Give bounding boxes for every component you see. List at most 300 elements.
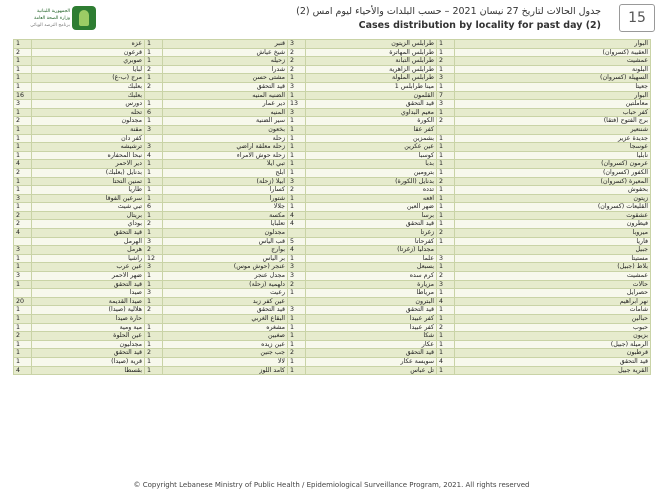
- locality-cell: شدرا: [163, 65, 288, 74]
- locality-cell: العقيبة (كسروان): [455, 48, 651, 57]
- table-row: [14, 332, 651, 341]
- case-count-cell: 1: [145, 357, 163, 366]
- locality-cell: ضهر الاحمر: [32, 272, 145, 281]
- case-count-cell: 1: [288, 125, 306, 134]
- locality-cell: كسارا: [163, 186, 288, 195]
- copyright-footer: © Copyright Lebanese Ministry of Public Health / Epidemiological Surveillance Program, 2021. All rights reserved: [133, 481, 530, 489]
- locality-cell: زحيله: [163, 57, 288, 66]
- locality-cell: بوداي: [32, 220, 145, 229]
- case-count-cell: 1: [288, 91, 306, 100]
- locality-cell: زحلة حوش الامراء: [163, 151, 288, 160]
- locality-cell: نابليا: [455, 151, 651, 160]
- case-count-cell: 7: [437, 91, 455, 100]
- table-row: [14, 100, 651, 109]
- case-count-cell: 1: [14, 125, 32, 134]
- case-count-cell: 2: [14, 220, 32, 229]
- case-count-cell: 1: [437, 263, 455, 272]
- case-count-cell: 1: [288, 332, 306, 341]
- table-row: [14, 74, 651, 83]
- case-count-cell: 13: [288, 100, 306, 109]
- table-row: [14, 160, 651, 169]
- locality-cell: بترومين: [306, 168, 437, 177]
- locality-cell: عنجر (حوش موس): [163, 263, 288, 272]
- locality-cell: حبوب: [455, 323, 651, 332]
- table-row: [14, 134, 651, 143]
- case-count-cell: 1: [14, 177, 32, 186]
- table-row: [14, 220, 651, 229]
- case-count-cell: 3: [14, 194, 32, 203]
- locality-cell: بزيون: [455, 332, 651, 341]
- cases-table-container: [13, 39, 650, 466]
- case-count-cell: [437, 125, 455, 134]
- locality-cell: كفر عقا: [306, 125, 437, 134]
- case-count-cell: 1: [14, 280, 32, 289]
- case-count-cell: 1: [145, 332, 163, 341]
- case-count-cell: 5: [288, 237, 306, 246]
- case-count-cell: 1: [437, 349, 455, 358]
- case-count-cell: 1: [288, 134, 306, 143]
- case-count-cell: 1: [14, 263, 32, 272]
- case-count-cell: [145, 134, 163, 143]
- locality-cell: هلالية (صيدا): [32, 306, 145, 315]
- locality-cell: حالات: [455, 280, 651, 289]
- locality-cell: أبلح: [163, 168, 288, 177]
- locality-cell: مزيارة: [306, 280, 437, 289]
- case-count-cell: 1: [288, 315, 306, 324]
- locality-cell: تل عباس: [306, 366, 437, 375]
- case-count-cell: 1: [437, 332, 455, 341]
- locality-cell: جب جنين: [163, 349, 288, 358]
- locality-cell: البترون: [306, 297, 437, 306]
- case-count-cell: 1: [437, 315, 455, 324]
- locality-cell: نبحا المحفاره: [32, 151, 145, 160]
- locality-cell: ترشيشه: [32, 143, 145, 152]
- locality-cell: مجدل عنجر: [163, 272, 288, 281]
- case-count-cell: 1: [288, 194, 306, 203]
- locality-cell: حصرايل: [455, 289, 651, 298]
- locality-cell: عمشيت: [455, 272, 651, 281]
- locality-cell: المنيه: [163, 108, 288, 117]
- case-count-cell: 1: [437, 143, 455, 152]
- case-count-cell: 2: [288, 65, 306, 74]
- case-count-cell: 2: [14, 48, 32, 57]
- locality-cell: قيد التحقق: [32, 229, 145, 238]
- locality-cell: أفعه: [306, 194, 437, 203]
- locality-cell: شتورا: [163, 194, 288, 203]
- case-count-cell: 6: [145, 108, 163, 117]
- table-row: [14, 57, 651, 66]
- case-count-cell: 1: [14, 315, 32, 324]
- case-count-cell: 1: [437, 108, 455, 117]
- locality-cell: فاريا: [455, 237, 651, 246]
- case-count-cell: 1: [14, 74, 32, 83]
- locality-cell: سويسة عكار: [306, 357, 437, 366]
- case-count-cell: [145, 315, 163, 324]
- table-row: [14, 315, 651, 324]
- locality-cell: سير الضنية: [163, 117, 288, 126]
- locality-cell: جبيل: [455, 246, 651, 255]
- case-count-cell: 1: [14, 143, 32, 152]
- case-count-cell: [288, 229, 306, 238]
- table-row: [14, 323, 651, 332]
- locality-cell: تبي شيث: [32, 203, 145, 212]
- case-count-cell: 4: [145, 151, 163, 160]
- case-count-cell: 3: [288, 40, 306, 49]
- locality-cell: كامد اللوز: [163, 366, 288, 375]
- case-count-cell: 1: [288, 289, 306, 298]
- table-row: [14, 143, 651, 152]
- locality-cell: قنبر: [163, 40, 288, 49]
- locality-cell: كفر حباب: [455, 108, 651, 117]
- locality-cell: قب الياس: [163, 237, 288, 246]
- case-count-cell: 3: [288, 82, 306, 91]
- locality-cell: مية ومية: [32, 323, 145, 332]
- locality-cell: ضهر العين: [306, 203, 437, 212]
- locality-cell: مستيتا: [455, 254, 651, 263]
- case-count-cell: 2: [437, 323, 455, 332]
- case-count-cell: [437, 246, 455, 255]
- case-count-cell: 6: [145, 203, 163, 212]
- case-count-cell: 2: [145, 306, 163, 315]
- locality-cell: قيد التحقق: [306, 349, 437, 358]
- locality-cell: حبالين: [455, 315, 651, 324]
- case-count-cell: 2: [437, 177, 455, 186]
- table-row: [14, 65, 651, 74]
- table-row: [14, 203, 651, 212]
- case-count-cell: 3: [145, 125, 163, 134]
- table-row: [14, 246, 651, 255]
- case-count-cell: 1: [437, 186, 455, 195]
- case-count-cell: 2: [145, 349, 163, 358]
- locality-cell: قيد التحقق: [455, 357, 651, 366]
- locality-cell: حارة صيدا: [32, 315, 145, 324]
- locality-cell: شامات: [455, 306, 651, 315]
- case-count-cell: 1: [288, 340, 306, 349]
- locality-cell: تحله: [32, 108, 145, 117]
- case-count-cell: 1: [145, 74, 163, 83]
- locality-cell: دلهمية (زحلة): [163, 280, 288, 289]
- case-count-cell: 3: [288, 306, 306, 315]
- table-row: [14, 306, 651, 315]
- locality-cell: عين الحلوة: [32, 332, 145, 341]
- locality-cell: عشقوت: [455, 211, 651, 220]
- case-count-cell: 1: [14, 151, 32, 160]
- case-count-cell: 1: [145, 177, 163, 186]
- locality-cell: طرابلس التبانة: [306, 57, 437, 66]
- case-count-cell: 1: [288, 117, 306, 126]
- case-count-cell: 12: [145, 254, 163, 263]
- locality-cell: كرم سده: [306, 272, 437, 281]
- case-count-cell: 2: [14, 168, 32, 177]
- locality-cell: الرميلة (جبيل): [455, 340, 651, 349]
- case-count-cell: 2: [288, 349, 306, 358]
- table-row: [14, 40, 651, 49]
- locality-cell: برسا: [306, 211, 437, 220]
- case-count-cell: 3: [14, 246, 32, 255]
- locality-cell: زغرتا: [306, 229, 437, 238]
- locality-cell: قرعون: [32, 48, 145, 57]
- locality-cell: زيتون: [455, 194, 651, 203]
- case-count-cell: 1: [14, 134, 32, 143]
- locality-cell: صيدا القديمة: [32, 297, 145, 306]
- locality-cell: تمنين التحتا: [32, 177, 145, 186]
- locality-cell: بعلبك: [32, 82, 145, 91]
- locality-cell: جلالا: [163, 203, 288, 212]
- case-count-cell: 1: [288, 168, 306, 177]
- case-count-cell: 4: [437, 357, 455, 366]
- case-count-cell: 2: [437, 229, 455, 238]
- case-count-cell: 1: [145, 57, 163, 66]
- locality-cell: الكفور (كسروان): [455, 168, 651, 177]
- locality-cell: قيد التحقق: [32, 349, 145, 358]
- table-row: [14, 289, 651, 298]
- case-count-cell: 1: [14, 57, 32, 66]
- case-count-cell: 4: [288, 246, 306, 255]
- locality-cell: كفر عبيدا: [306, 323, 437, 332]
- locality-cell: تبي ايلا: [163, 160, 288, 169]
- case-count-cell: 4: [14, 366, 32, 375]
- locality-cell: ابيلا (زحلة): [163, 177, 288, 186]
- locality-cell: عين عكرين: [306, 143, 437, 152]
- locality-cell: القلمون: [306, 91, 437, 100]
- locality-cell: جديدة عزير: [455, 134, 651, 143]
- case-count-cell: 3: [288, 272, 306, 281]
- locality-cell: عوسجا: [455, 143, 651, 152]
- locality-cell: دورس: [32, 100, 145, 109]
- locality-cell: الهرمل: [32, 237, 145, 246]
- case-count-cell: 1: [14, 186, 32, 195]
- table-row: [14, 186, 651, 195]
- locality-cell: بشمزين: [306, 134, 437, 143]
- locality-cell: عمشيت: [455, 57, 651, 66]
- locality-cell: قيد التحقق: [306, 220, 437, 229]
- case-count-cell: [14, 237, 32, 246]
- locality-cell: عرمون (كسروان): [455, 160, 651, 169]
- case-count-cell: 1: [437, 168, 455, 177]
- locality-cell: شننعير: [455, 125, 651, 134]
- case-count-cell: 2: [437, 117, 455, 126]
- locality-cell: معاملتين: [455, 100, 651, 109]
- case-count-cell: 1: [145, 366, 163, 375]
- case-count-cell: 2: [14, 117, 32, 126]
- locality-cell: رعيت: [163, 289, 288, 298]
- locality-cell: طرابلس الزيتون: [306, 40, 437, 49]
- locality-cell: دير الاحمر: [32, 160, 145, 169]
- table-row: [14, 151, 651, 160]
- case-count-cell: 3: [288, 263, 306, 272]
- page-number: 15: [628, 10, 646, 26]
- locality-cell: قيد التحقق: [306, 100, 437, 109]
- case-count-cell: 3: [437, 280, 455, 289]
- case-count-cell: 1: [14, 357, 32, 366]
- locality-cell: كفرحاتا: [306, 237, 437, 246]
- case-count-cell: [145, 91, 163, 100]
- case-count-cell: 1: [14, 306, 32, 315]
- case-count-cell: 1: [437, 48, 455, 57]
- table-row: [14, 263, 651, 272]
- case-count-cell: 1: [437, 237, 455, 246]
- locality-cell: بحفوش: [455, 186, 651, 195]
- case-count-cell: 1: [288, 203, 306, 212]
- case-count-cell: 1: [437, 194, 455, 203]
- page-number-box: [619, 4, 655, 32]
- table-row: [14, 237, 651, 246]
- locality-cell: كفر دان: [32, 134, 145, 143]
- case-count-cell: 4: [14, 229, 32, 238]
- case-count-cell: 1: [14, 40, 32, 49]
- locality-cell: هرمل: [32, 246, 145, 255]
- table-row: [14, 117, 651, 126]
- table-row: [14, 229, 651, 238]
- locality-cell: بعلبك: [32, 91, 145, 100]
- case-count-cell: 1: [145, 168, 163, 177]
- locality-cell: المعيرة (كسروان): [455, 177, 651, 186]
- case-count-cell: 1: [14, 203, 32, 212]
- table-row: [14, 297, 651, 306]
- case-count-cell: 1: [14, 323, 32, 332]
- logo-line-1: الجمهورية اللبنانية: [36, 9, 70, 14]
- case-count-cell: 3: [145, 237, 163, 246]
- case-count-cell: 3: [145, 263, 163, 272]
- case-count-cell: 3: [145, 289, 163, 298]
- case-count-cell: 1: [145, 160, 163, 169]
- locality-cell: بخعون: [163, 125, 288, 134]
- case-count-cell: 2: [288, 280, 306, 289]
- case-count-cell: 3: [437, 254, 455, 263]
- case-count-cell: 3: [437, 74, 455, 83]
- case-count-cell: 1: [14, 65, 32, 74]
- table-row: [14, 272, 651, 281]
- locality-cell: زحلة: [163, 134, 288, 143]
- locality-cell: ميروبا: [455, 229, 651, 238]
- case-count-cell: 4: [437, 297, 455, 306]
- locality-cell: قيد التحقق: [163, 82, 288, 91]
- case-count-cell: 1: [288, 151, 306, 160]
- case-count-cell: 1: [288, 366, 306, 375]
- case-count-cell: 1: [437, 160, 455, 169]
- case-count-cell: [14, 289, 32, 298]
- locality-cell: مجدليون: [32, 340, 145, 349]
- case-count-cell: 1: [437, 220, 455, 229]
- case-count-cell: 1: [437, 151, 455, 160]
- locality-cell: عين زيده: [163, 340, 288, 349]
- table-row: [14, 194, 651, 203]
- case-count-cell: 3: [437, 100, 455, 109]
- locality-cell: القليعات (كسروان): [455, 203, 651, 212]
- locality-cell: طاريا: [32, 186, 145, 195]
- cases-table: [13, 39, 651, 375]
- locality-cell: طرابلس الزاهرية: [306, 65, 437, 74]
- locality-cell: مشتى حسن: [163, 74, 288, 83]
- locality-cell: كفر عبيدا: [306, 315, 437, 324]
- locality-cell: نهر ابراهيم: [455, 297, 651, 306]
- locality-cell: شكا: [306, 332, 437, 341]
- case-count-cell: 1: [14, 254, 32, 263]
- case-count-cell: 1: [288, 323, 306, 332]
- case-count-cell: 1: [145, 117, 163, 126]
- case-count-cell: 1: [288, 160, 306, 169]
- locality-cell: مقنة: [32, 125, 145, 134]
- case-count-cell: 1: [437, 134, 455, 143]
- locality-cell: كوسبا: [306, 151, 437, 160]
- locality-cell: برج الفتوح (فتقا): [455, 117, 651, 126]
- locality-cell: مجدلون: [163, 229, 288, 238]
- locality-cell: معيم البداوي: [306, 108, 437, 117]
- case-count-cell: 2: [437, 272, 455, 281]
- locality-cell: شيخ عياش: [163, 48, 288, 57]
- table-row: [14, 357, 651, 366]
- locality-cell: بدنايل (بعلبك): [32, 168, 145, 177]
- ministry-emblem-icon: [72, 6, 96, 30]
- locality-cell: البلونة: [455, 65, 651, 74]
- case-count-cell: 1: [145, 100, 163, 109]
- table-row: [14, 91, 651, 100]
- locality-cell: صيدا: [32, 289, 145, 298]
- case-count-cell: 4: [288, 211, 306, 220]
- case-count-cell: 1: [437, 340, 455, 349]
- logo-line-3: برنامج الترصد الوبائي: [30, 23, 70, 28]
- locality-cell: البقاع الغربي: [163, 315, 288, 324]
- locality-cell: دير عمار: [163, 100, 288, 109]
- case-count-cell: 3: [288, 108, 306, 117]
- locality-cell: مجدلون: [32, 117, 145, 126]
- case-count-cell: 1: [145, 323, 163, 332]
- case-count-cell: 1: [145, 272, 163, 281]
- case-count-cell: [288, 297, 306, 306]
- locality-cell: عكار: [306, 340, 437, 349]
- locality-cell: البوار: [455, 40, 651, 49]
- case-count-cell: 1: [145, 280, 163, 289]
- table-row: [14, 82, 651, 91]
- case-count-cell: 16: [14, 91, 32, 100]
- ministry-logo: [8, 6, 98, 32]
- locality-cell: مشغره: [163, 323, 288, 332]
- locality-cell: عين عرب: [32, 263, 145, 272]
- page-title-english: Cases distribution by locality for past day (2): [358, 20, 601, 31]
- case-count-cell: 2: [145, 246, 163, 255]
- locality-cell: قيد التحقق: [32, 280, 145, 289]
- case-count-cell: 1: [437, 306, 455, 315]
- case-count-cell: 1: [288, 74, 306, 83]
- case-count-cell: 4: [288, 220, 306, 229]
- locality-cell: بدبا: [306, 160, 437, 169]
- case-count-cell: 1: [288, 357, 306, 366]
- locality-cell: لبايا: [32, 65, 145, 74]
- locality-cell: صغبين: [163, 332, 288, 341]
- case-count-cell: 1: [145, 48, 163, 57]
- table-row: [14, 340, 651, 349]
- case-count-cell: 20: [14, 297, 32, 306]
- locality-cell: تدده: [306, 186, 437, 195]
- case-count-cell: 1: [145, 211, 163, 220]
- locality-cell: بر الياس: [163, 254, 288, 263]
- case-count-cell: 1: [288, 143, 306, 152]
- locality-cell: طرابلس المهاترة: [306, 48, 437, 57]
- case-count-cell: 1: [14, 340, 32, 349]
- locality-cell: بلاط (جبيل): [455, 263, 651, 272]
- locality-cell: بسبعل: [306, 263, 437, 272]
- table-row: [14, 177, 651, 186]
- locality-cell: سرعين الفوقا: [32, 194, 145, 203]
- case-count-cell: 1: [145, 340, 163, 349]
- case-count-cell: 2: [288, 186, 306, 195]
- case-count-cell: 1: [437, 82, 455, 91]
- case-count-cell: 1: [437, 289, 455, 298]
- locality-cell: مرياطا: [306, 289, 437, 298]
- locality-cell: عين كفر زبد: [163, 297, 288, 306]
- cases-table-body: [14, 40, 651, 375]
- locality-cell: مرج (ب-غ): [32, 74, 145, 83]
